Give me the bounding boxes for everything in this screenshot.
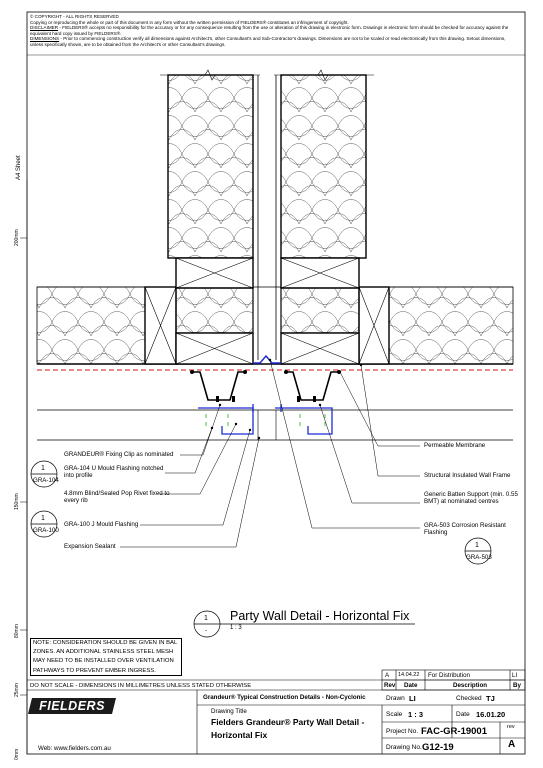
rev-label: rev (507, 724, 515, 730)
j-mould-left (198, 408, 253, 434)
insulation-band-right (389, 287, 513, 364)
scale-value: 1 : 3 (408, 710, 424, 719)
ruler-150: 150mm (14, 493, 20, 510)
disclaimer: DISCLAIMER - FIELDERS® accepts no responsibility for the accuracy or for any consequence resulting from the use or alteration of this drawing in electronic form. Drawings in electronic form should be checked for accuracy against the equivalent hard copy issued by FIELDERS®. (30, 25, 509, 36)
batten-right (285, 372, 340, 400)
date-value: 16.01.20 (476, 710, 506, 719)
label-sealant: Expansion Sealant (64, 543, 116, 550)
label-fixing-clip: GRANDEUR® Fixing Clip as nominated (64, 451, 174, 458)
rev-row-rev: A (385, 672, 390, 679)
checked-value: TJ (486, 694, 495, 703)
drawing-no-label: Drawing No. (386, 744, 422, 751)
drawing-no-value: G12-19 (422, 742, 454, 753)
rev-value: A (508, 739, 516, 750)
dimensions-note: DIMENSIONS - Prior to commencing construction verify all dimensions against Architect's, other Consultant's and Sub-Contractor's drawings. Dimensions are not to be scaled or read electronically from this drawing. Setout dimensions, unless specifically shown, are to be obtained from the Architect's or other Consultant's drawings. (30, 36, 506, 47)
drawn-label: Drawn (386, 695, 405, 702)
rev-row-by: LI (512, 672, 518, 679)
bal-note: NOTE: CONSIDERATION SHOULD BE GIVEN IN BAL ZONES. AN ADDITIONAL STAINLESS STEEL MESH MAY NEED TO BE INSTALLED OVER VENTILATION PATHWAYS TO PREVENT EMBER INGRESS. (30, 638, 182, 676)
copyright-heading: © COPYRIGHT - ALL RIGHTS RESERVED (30, 14, 119, 19)
ruler-80: 80mm (14, 624, 20, 638)
col-by: By (513, 682, 521, 689)
tag-gra503-num: 1 (475, 542, 479, 549)
insulation-band-left (37, 287, 145, 364)
label-rivet: 4.8mm Blind/Sealed Pop Rivet fixed to every rib (64, 490, 170, 505)
right-wall-panel (281, 75, 366, 258)
label-siwf: Structural Insulated Wall Frame (424, 472, 511, 479)
project-label: Project No. (386, 728, 419, 735)
ruler-25: 25mm (14, 683, 20, 697)
col-rev: Rev (384, 682, 396, 689)
drawing-title-line2: Horizontal Fix (211, 730, 268, 740)
drawing-title-label: Drawing Title (211, 708, 247, 715)
batten-left (192, 372, 246, 400)
tag-gra104-num: 1 (41, 465, 45, 472)
fielders-logo: FIELDERS (28, 698, 116, 714)
left-wall-panel (168, 75, 253, 258)
label-membrane: Permeable Membrane (424, 442, 486, 449)
website-link[interactable]: Web: www.fielders.com.au (38, 745, 111, 752)
label-u-mould: GRA-104 U Mould Flashing notched into profile (64, 465, 164, 480)
col-date: Date (404, 682, 418, 689)
rev-row-date: 14.04.22 (398, 672, 420, 678)
label-j-mould: GRA-100 J Mould Flashing (64, 521, 139, 528)
detail-title: Party Wall Detail - Horizontal Fix (230, 609, 410, 623)
tag-gra100-num: 1 (41, 515, 45, 522)
label-batten: Generic Batten Support (min. 0.55 BMT) at nominated centres (424, 491, 518, 506)
tag-gra503-ref[interactable]: GRA-503 (466, 554, 492, 561)
j-mould-right (275, 408, 332, 434)
series-title: Grandeur® Typical Construction Details - Non-Cyclonic (203, 694, 366, 701)
tag-gra104-ref[interactable]: GRA-104 (33, 477, 59, 484)
drawing-title-line1: Fielders Grandeur® Party Wall Detail - (211, 717, 365, 727)
sheet-size-label: A4 Sheet (16, 155, 22, 180)
ruler-0: 0mm (14, 748, 20, 760)
copyright-line: Copying or reproducing the whole or part of this document in any form without the written permission of FIELDERS® constitutes an infringement of copyright. (30, 19, 349, 25)
label-corrosion: GRA-503 Corrosion Resistant Flashing (424, 522, 506, 537)
ruler-200: 200mm (14, 229, 20, 246)
scale-label: Scale (386, 711, 403, 718)
col-description: Description (453, 682, 488, 689)
corrosion-flashing (253, 356, 281, 363)
project-value: FAC-GR-19001 (421, 726, 487, 737)
tag-gra100-ref[interactable]: GRA-100 (33, 527, 59, 534)
date-label: Date (456, 711, 470, 718)
tag-detail-ref: - (205, 627, 208, 634)
detail-scale: 1 : 3 (230, 625, 242, 631)
do-not-scale-note: DO NOT SCALE - DIMENSIONS IN MILLIMETRES UNLESS STATED OTHERWISE (30, 683, 252, 689)
tag-detail-num: 1 (204, 615, 208, 622)
rev-row-description: For Distribution (428, 672, 470, 679)
checked-label: Checked (456, 695, 482, 702)
drawn-value: LI (409, 694, 416, 703)
